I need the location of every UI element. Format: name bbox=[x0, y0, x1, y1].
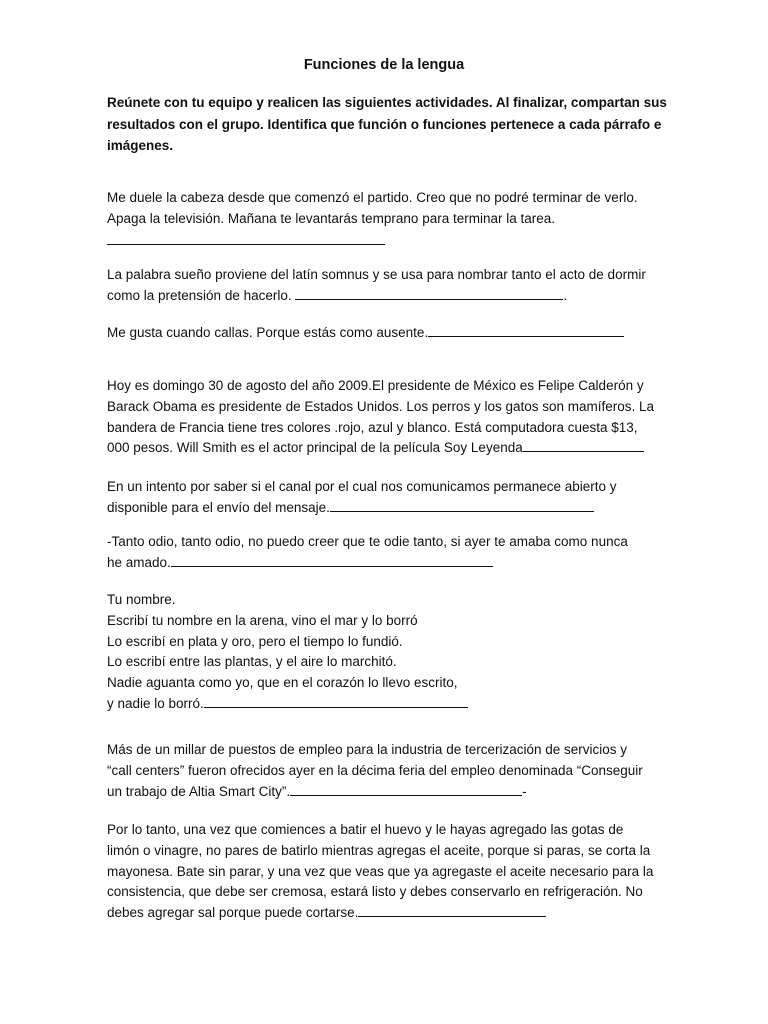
poem-line bbox=[107, 694, 667, 715]
paragraph-5 bbox=[107, 477, 667, 519]
paragraph-text: un trabajo de Altia Smart City”. bbox=[107, 783, 291, 799]
paragraph-line: consistencia, que debe ser cremosa, estará listo y debes conservarlo en refrigeración. No bbox=[107, 884, 643, 900]
paragraph-2 bbox=[107, 265, 667, 307]
paragraph-text: y nadie lo borró. bbox=[107, 695, 204, 711]
paragraph-line: Barack Obama es presidente de Estados Unidos. Los perros y los gatos son mamíferos. La bbox=[107, 398, 655, 414]
instructions-line: imágenes. bbox=[107, 138, 174, 153]
answer-blank[interactable] bbox=[204, 706, 468, 708]
answer-blank[interactable] bbox=[358, 915, 546, 917]
paragraph-line: -Tanto odio, tanto odio, no puedo creer que te odie tanto, si ayer te amaba como nunca bbox=[107, 534, 628, 549]
paragraph-line bbox=[107, 903, 667, 924]
paragraph-1 bbox=[107, 188, 667, 245]
poem-title: Tu nombre. bbox=[107, 592, 176, 607]
paragraph-line bbox=[107, 782, 667, 803]
poem-line: Nadie aguanta como yo, que en el corazón lo llevo escrito, bbox=[107, 675, 458, 691]
paragraph-9 bbox=[107, 820, 667, 924]
paragraph-line: Hoy es domingo 30 de agosto del año 2009.El presidente de México es Felipe Calderón y bbox=[107, 378, 644, 393]
paragraph-3 bbox=[107, 323, 667, 344]
answer-blank[interactable] bbox=[428, 335, 624, 337]
answer-blank[interactable] bbox=[330, 510, 594, 512]
answer-blank[interactable] bbox=[523, 450, 644, 452]
paragraph-4 bbox=[107, 376, 667, 459]
page-title: Funciones de la lengua bbox=[303, 57, 465, 73]
paragraph-line: Por lo tanto, una vez que comiences a batir el huevo y le hayas agregado las gotas de bbox=[107, 822, 624, 837]
answer-blank[interactable] bbox=[107, 244, 385, 245]
paragraph-line bbox=[107, 286, 667, 307]
paragraph-line bbox=[107, 553, 667, 574]
poem-line: Escribí tu nombre en la arena, vino el mar y lo borró bbox=[107, 612, 418, 628]
paragraph-8 bbox=[107, 740, 667, 802]
paragraph-line: “call centers” fueron ofrecidos ayer en la décima feria del empleo denominada “Conseguir bbox=[107, 762, 643, 778]
answer-blank[interactable] bbox=[295, 298, 563, 300]
paragraph-line: Me duele la cabeza desde que comenzó el partido. Creo que no podré terminar de verlo. bbox=[107, 190, 638, 205]
paragraph-line bbox=[107, 498, 667, 519]
paragraph-line: Apaga la televisión. Mañana te levantarás temprano para terminar la tarea. bbox=[107, 210, 556, 226]
paragraph-text: - bbox=[522, 783, 527, 799]
paragraph-line bbox=[107, 323, 667, 344]
paragraph-text: disponible para el envío del mensaje. bbox=[107, 499, 330, 515]
paragraph-text: Me gusta cuando callas. Porque estás como ausente. bbox=[107, 325, 429, 340]
paragraph-text: como la pretensión de hacerlo. bbox=[107, 287, 296, 303]
answer-blank[interactable] bbox=[290, 794, 522, 796]
paragraph-line bbox=[107, 438, 667, 459]
paragraph-line: limón o vinagre, no pares de batirlo mientras agregas el aceite, porque si paras, se corta la bbox=[107, 842, 651, 858]
paragraph-line: En un intento por saber si el canal por el cual nos comunicamos permanece abierto y bbox=[107, 479, 617, 494]
paragraph-text: debes agregar sal porque puede cortarse. bbox=[107, 905, 359, 921]
paragraph-line: mayonesa. Bate sin parar, y una vez que veas que ya agregaste el aceite necesario para la bbox=[107, 863, 654, 879]
answer-blank[interactable] bbox=[171, 565, 493, 567]
paragraph-text: 000 pesos. Will Smith es el actor principal de la película Soy Leyenda bbox=[107, 440, 523, 456]
instructions bbox=[107, 92, 667, 157]
instructions-line: Reúnete con tu equipo y realicen las siguientes actividades. Al finalizar, compartan sus bbox=[107, 95, 667, 110]
instructions-line: resultados con el grupo. Identifica que función o funciones pertenece a cada párrafo e bbox=[107, 116, 662, 132]
paragraph-text: . bbox=[563, 287, 568, 303]
paragraph-line: Más de un millar de puestos de empleo para la industria de tercerización de servicios y bbox=[107, 742, 628, 757]
poem-line: Lo escribí en plata y oro, pero el tiempo lo fundió. bbox=[107, 633, 403, 649]
paragraph-line: La palabra sueño proviene del latín somnus y se usa para nombrar tanto el acto de dormir bbox=[107, 267, 646, 282]
paragraph-line: bandera de Francia tiene tres colores .rojo, azul y blanco. Está computadora cuesta $13, bbox=[107, 419, 638, 435]
paragraph-6 bbox=[107, 532, 667, 574]
poem-line: Lo escribí entre las plantas, y el aire lo marchitó. bbox=[107, 654, 397, 670]
paragraph-text: he amado. bbox=[107, 554, 171, 570]
poem bbox=[107, 590, 667, 715]
